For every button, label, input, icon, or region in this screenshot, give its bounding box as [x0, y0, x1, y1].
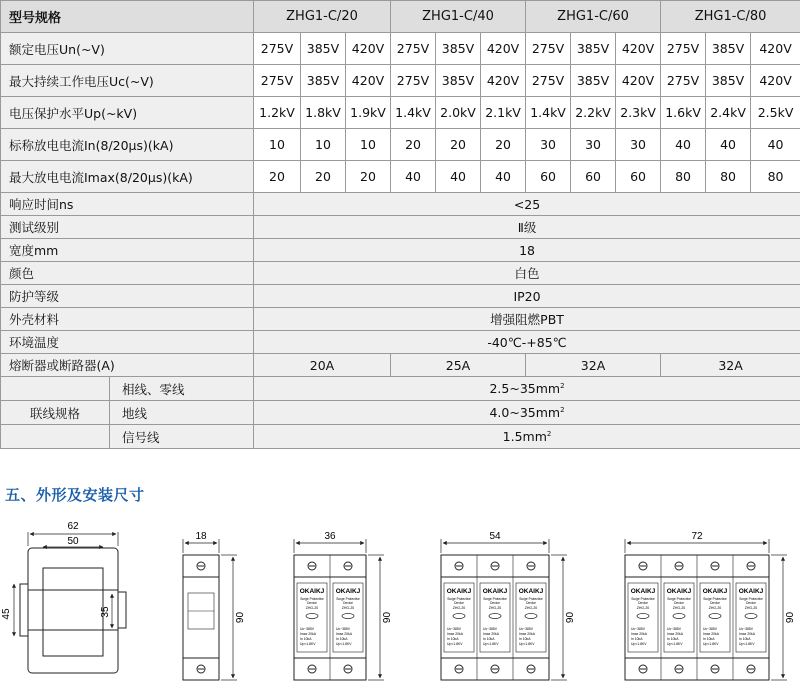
module-spec: Up<1.8KV — [739, 642, 755, 646]
wiring-value: 4.0~35mm — [489, 405, 561, 420]
module-desc: Surge Protective — [519, 597, 543, 601]
status-window-icon — [525, 614, 537, 619]
wiring-unit-exponent: 2 — [560, 381, 565, 390]
table-cell: 80 — [751, 161, 800, 193]
table-cell: 10 — [301, 129, 346, 161]
row-label: 防护等级 — [1, 285, 254, 308]
module-spec: Imax 20kA — [336, 632, 353, 636]
table-cell: 275V — [661, 65, 706, 97]
module-desc: Surge Protective — [739, 597, 763, 601]
module-spec: In 10kA — [739, 637, 751, 641]
status-window-icon — [453, 614, 465, 619]
table-cell: <25 — [254, 193, 800, 216]
row-label: 熔断器或断路器(A) — [1, 354, 254, 377]
module-brand: OKAIKJ — [518, 588, 544, 595]
table-cell — [254, 425, 800, 449]
module-model: ZHG-20 — [672, 606, 686, 610]
module-spec: Uc~385V — [336, 627, 351, 631]
table-cell: 420V — [481, 65, 526, 97]
row-label: 标称放电电流In(8/20μs)(kA) — [1, 129, 254, 161]
module-spec: Up<1.8KV — [631, 642, 647, 646]
status-window-icon — [745, 614, 757, 619]
wiring-unit-exponent: 2 — [546, 429, 552, 438]
table-row — [1, 262, 800, 285]
table-cell: -40℃-+85℃ — [254, 331, 800, 354]
module-spec: In 10kA — [631, 637, 643, 641]
table-cell: 40 — [436, 161, 481, 193]
table-row — [1, 425, 800, 449]
module-desc: Device — [674, 601, 684, 605]
module-spec: Up<1.8KV — [300, 642, 316, 646]
table-cell: 1.9kV — [346, 97, 391, 129]
table-cell: 420V — [481, 33, 526, 65]
table-cell: 18 — [254, 239, 800, 262]
module-desc: Surge Protective — [447, 597, 471, 601]
module-spec: Imax 20kA — [483, 632, 500, 636]
module-desc: Device — [490, 601, 500, 605]
table-cell: 80 — [661, 161, 706, 193]
dim-height-label: 90 — [785, 611, 796, 624]
table-cell: 385V — [571, 33, 616, 65]
wiring-label-cell — [1, 377, 254, 401]
module-desc: Surge Protective — [667, 597, 691, 601]
module-desc: Device — [746, 601, 756, 605]
row-label: 电压保护水平Up(~kV) — [1, 97, 254, 129]
wiring-sub-label: 相线、零线 — [122, 381, 185, 397]
module-spec: Uc~385V — [703, 627, 718, 631]
table-cell: 1.4kV — [526, 97, 571, 129]
module-model: ZHG-20 — [452, 606, 466, 610]
module-spec: Uc~385V — [519, 627, 534, 631]
module-spec: Imax 20kA — [739, 632, 756, 636]
table-cell: 420V — [616, 33, 661, 65]
module-model: ZHG-20 — [305, 606, 319, 610]
module-brand: OKAIKJ — [446, 588, 472, 595]
table-cell: 2.1kV — [481, 97, 526, 129]
table-cell: 275V — [254, 65, 301, 97]
row-label: 最大放电电流Imax(8/20μs)(kA) — [1, 161, 254, 193]
table-cell: 20 — [436, 129, 481, 161]
module-brand: OKAIKJ — [335, 588, 361, 595]
module-desc: Device — [454, 601, 464, 605]
module-spec: Up<1.8KV — [483, 642, 499, 646]
table-cell: 40 — [481, 161, 526, 193]
table-row — [1, 65, 800, 97]
table-row — [1, 239, 800, 262]
table-cell: 420V — [346, 65, 391, 97]
side-dim-35: 35 — [100, 606, 111, 618]
module-outline — [441, 555, 549, 680]
table-header-row — [1, 1, 800, 33]
table-row — [1, 401, 800, 425]
row-label: 颜色 — [1, 262, 254, 285]
dim-width-label: 18 — [195, 531, 207, 542]
table-cell: 385V — [436, 65, 481, 97]
module-spec: Uc~385V — [483, 627, 498, 631]
module_1p-drawing — [183, 531, 246, 680]
side-dim-50: 50 — [67, 536, 79, 547]
table-cell: 420V — [616, 65, 661, 97]
dim-height-label: 90 — [235, 611, 246, 624]
table-row — [1, 97, 800, 129]
table-row — [1, 354, 800, 377]
table-cell — [254, 401, 800, 425]
module-spec: Uc~385V — [631, 627, 646, 631]
table-cell: 275V — [391, 33, 436, 65]
module-model: ZHG-20 — [744, 606, 758, 610]
table-row — [1, 331, 800, 354]
table-cell: 275V — [526, 33, 571, 65]
side-view-drawing — [14, 532, 126, 673]
table-cell: 420V — [751, 33, 800, 65]
module-spec: In 10kA — [667, 637, 679, 641]
module-brand: OKAIKJ — [482, 588, 508, 595]
table-cell: 80 — [706, 161, 751, 193]
table-cell: 10 — [254, 129, 301, 161]
table-cell: 20 — [481, 129, 526, 161]
module-model: ZHG-20 — [708, 606, 722, 610]
table-row — [1, 308, 800, 331]
module-desc: Device — [343, 601, 353, 605]
header-model: ZHG1-C/80 — [661, 1, 800, 33]
table-row — [1, 216, 800, 239]
module-spec: Up<1.8KV — [667, 642, 683, 646]
module-spec: In 10kA — [703, 637, 715, 641]
module-brand: OKAIKJ — [738, 588, 764, 595]
module-spec: Up<1.8KV — [519, 642, 535, 646]
module-spec: Uc~385V — [300, 627, 315, 631]
row-label: 宽度mm — [1, 239, 254, 262]
dim-height-label: 90 — [565, 611, 576, 624]
table-row — [1, 33, 800, 65]
table-cell: 385V — [706, 65, 751, 97]
wiring-group-label: 联线规格 — [29, 405, 80, 421]
module-desc: Device — [526, 601, 536, 605]
row-label: 测试级别 — [1, 216, 254, 239]
module-outline — [183, 555, 219, 680]
wiring-label-cell — [1, 401, 254, 425]
module_3p-drawing — [441, 531, 576, 680]
table-cell: 275V — [391, 65, 436, 97]
wiring-value: 2.5~35mm — [489, 381, 561, 396]
module_4p-drawing — [625, 531, 796, 680]
table-row — [1, 129, 800, 161]
wiring-value: 1.5mm — [502, 429, 547, 444]
module-spec: Up<1.8KV — [703, 642, 719, 646]
table-row — [1, 285, 800, 308]
table-cell: 30 — [616, 129, 661, 161]
table-cell: 20 — [301, 161, 346, 193]
dimension-drawings — [0, 510, 800, 690]
module-spec: Imax 20kA — [447, 632, 464, 636]
module-spec: Imax 20kA — [667, 632, 684, 636]
module-spec: In 10kA — [483, 637, 495, 641]
table-cell: 420V — [751, 65, 800, 97]
row-label: 外壳材料 — [1, 308, 254, 331]
module-model: ZHG-20 — [636, 606, 650, 610]
dim-width-label: 36 — [324, 531, 336, 542]
module-spec: In 10kA — [336, 637, 348, 641]
module-spec: Imax 20kA — [519, 632, 536, 636]
table-cell: 275V — [526, 65, 571, 97]
module-spec: Uc~385V — [739, 627, 754, 631]
table-cell: 30 — [571, 129, 616, 161]
table-cell: 1.4kV — [391, 97, 436, 129]
module-spec: Imax 20kA — [631, 632, 648, 636]
module-spec: Up<1.8KV — [447, 642, 463, 646]
module-brand: OKAIKJ — [666, 588, 692, 595]
table-row — [1, 161, 800, 193]
module-brand: OKAIKJ — [630, 588, 656, 595]
module-desc: Surge Protective — [703, 597, 727, 601]
module-spec: In 10kA — [447, 637, 459, 641]
side-dim-45: 45 — [1, 608, 12, 620]
module-desc: Device — [710, 601, 720, 605]
module_2p-drawing — [294, 531, 393, 680]
module-desc: Surge Protective — [300, 597, 324, 601]
header-model: ZHG1-C/40 — [391, 1, 526, 33]
header-model: ZHG1-C/20 — [254, 1, 391, 33]
table-cell: 2.3kV — [616, 97, 661, 129]
table-cell: 20 — [391, 129, 436, 161]
row-label: 额定电压Un(~V) — [1, 33, 254, 65]
table-cell: 40 — [706, 129, 751, 161]
table-cell: 30 — [526, 129, 571, 161]
module-desc: Device — [638, 601, 648, 605]
table-cell: 32A — [526, 354, 661, 377]
table-cell: 385V — [301, 65, 346, 97]
table-row — [1, 193, 800, 216]
module-brand: OKAIKJ — [299, 588, 325, 595]
module-spec: Imax 20kA — [300, 632, 317, 636]
table-cell: 20 — [254, 161, 301, 193]
table-cell: 1.2kV — [254, 97, 301, 129]
table-cell: 20 — [346, 161, 391, 193]
side-dim-62: 62 — [67, 521, 79, 532]
table-cell: IP20 — [254, 285, 800, 308]
table-cell: 40 — [661, 129, 706, 161]
status-window-icon — [709, 614, 721, 619]
module-desc: Surge Protective — [631, 597, 655, 601]
wiring-label-cell — [1, 425, 254, 449]
status-window-icon — [489, 614, 501, 619]
module-desc: Device — [307, 601, 317, 605]
module-spec: Up<1.8KV — [336, 642, 352, 646]
status-window-icon — [673, 614, 685, 619]
row-label: 响应时间ns — [1, 193, 254, 216]
module-spec: In 10kA — [519, 637, 531, 641]
dim-width-label: 54 — [489, 531, 501, 542]
wiring-sub-label: 地线 — [122, 405, 148, 421]
table-cell: 385V — [301, 33, 346, 65]
table-cell: 2.0kV — [436, 97, 481, 129]
table-cell: 60 — [526, 161, 571, 193]
dim-height-label: 90 — [382, 611, 393, 624]
table-cell: 275V — [254, 33, 301, 65]
status-window-icon — [306, 614, 318, 619]
table-cell: 385V — [436, 33, 481, 65]
module-brand: OKAIKJ — [702, 588, 728, 595]
table-cell: 20A — [254, 354, 391, 377]
table-cell: 1.6kV — [661, 97, 706, 129]
table-cell: 25A — [391, 354, 526, 377]
module-spec: Imax 20kA — [703, 632, 720, 636]
row-label: 环境温度 — [1, 331, 254, 354]
table-row — [1, 377, 800, 401]
module-model: ZHG-20 — [341, 606, 355, 610]
module-desc: Surge Protective — [336, 597, 360, 601]
table-cell: 32A — [661, 354, 800, 377]
module-spec: Uc~385V — [447, 627, 462, 631]
header-label: 型号规格 — [1, 1, 254, 33]
table-cell: 白色 — [254, 262, 800, 285]
table-cell: 增强阻燃PBT — [254, 308, 800, 331]
module-desc: Surge Protective — [483, 597, 507, 601]
table-cell: 60 — [571, 161, 616, 193]
table-cell: 275V — [661, 33, 706, 65]
table-cell: 2.4kV — [706, 97, 751, 129]
table-cell: 40 — [391, 161, 436, 193]
table-cell: Ⅱ级 — [254, 216, 800, 239]
status-window-icon — [637, 614, 649, 619]
row-label: 最大持续工作电压Uc(~V) — [1, 65, 254, 97]
table-cell: 60 — [616, 161, 661, 193]
table-cell: 385V — [571, 65, 616, 97]
table-cell: 1.8kV — [301, 97, 346, 129]
table-cell: 2.5kV — [751, 97, 800, 129]
module-model: ZHG-20 — [488, 606, 502, 610]
table-cell — [254, 377, 800, 401]
table-cell: 420V — [346, 33, 391, 65]
table-cell: 10 — [346, 129, 391, 161]
status-window-icon — [342, 614, 354, 619]
wiring-sub-label: 信号线 — [122, 429, 160, 445]
module-spec: In 10kA — [300, 637, 312, 641]
table-cell: 2.2kV — [571, 97, 616, 129]
module-spec: Uc~385V — [667, 627, 682, 631]
module-model: ZHG-20 — [524, 606, 538, 610]
table-cell: 40 — [751, 129, 800, 161]
table-cell: 385V — [706, 33, 751, 65]
dim-width-label: 72 — [691, 531, 703, 542]
section-title: 五、外形及安装尺寸 — [5, 486, 145, 504]
wiring-unit-exponent: 2 — [560, 405, 565, 414]
header-model: ZHG1-C/60 — [526, 1, 661, 33]
